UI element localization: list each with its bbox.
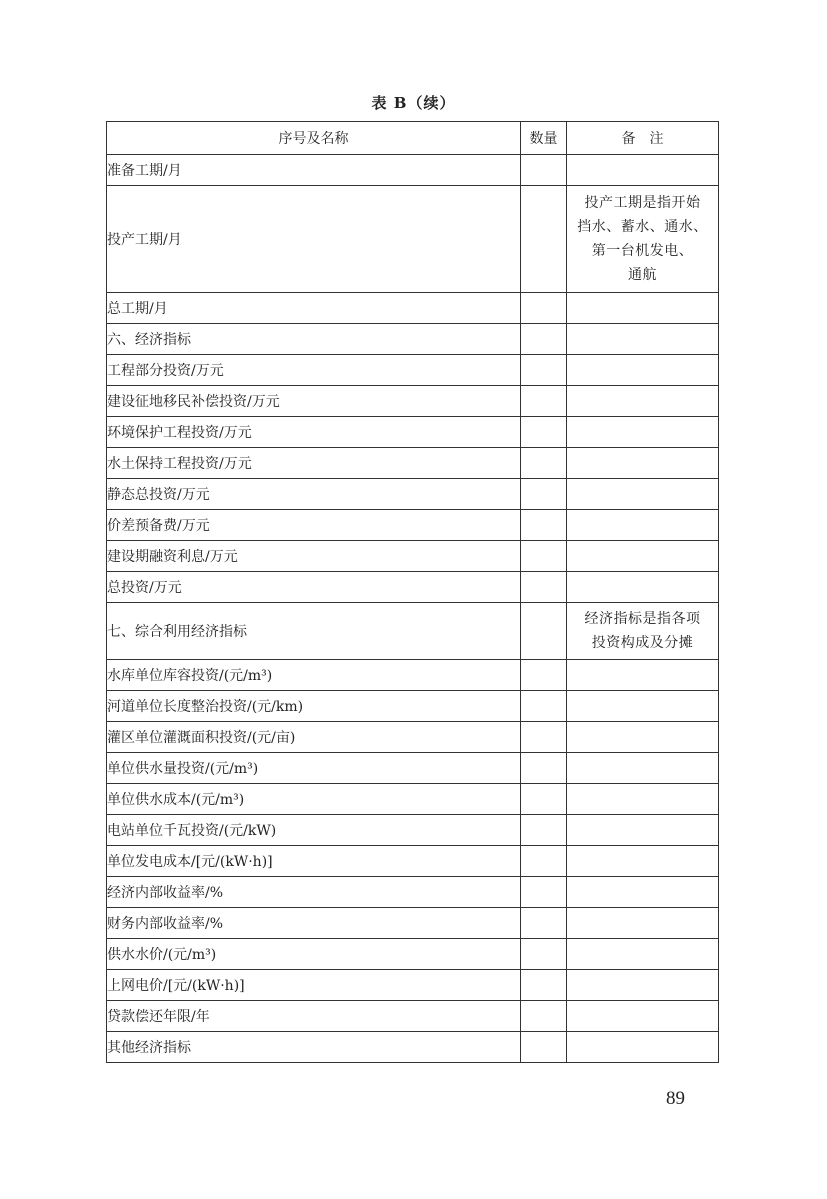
row-remarks: [567, 417, 719, 448]
row-remarks: [567, 186, 719, 293]
row-quantity: [521, 417, 567, 448]
row-remarks: [567, 448, 719, 479]
remark-line: 经济指标是指各项: [584, 611, 701, 627]
row-name: 总工期/月: [107, 293, 521, 324]
table-row: [107, 660, 719, 691]
table-row: [107, 722, 719, 753]
row-remarks: [567, 572, 719, 603]
row-name: 贷款偿还年限/年: [107, 1001, 521, 1032]
row-remarks: [567, 324, 719, 355]
row-name: 六、经济指标: [107, 324, 521, 355]
row-quantity: [521, 1001, 567, 1032]
row-remarks: [567, 753, 719, 784]
row-quantity: [521, 155, 567, 186]
row-remarks: [567, 722, 719, 753]
row-quantity: [521, 908, 567, 939]
row-remarks: [567, 877, 719, 908]
table-row: [107, 691, 719, 722]
row-name: 上网电价/[元/(kW·h)]: [107, 970, 521, 1001]
table-row: [107, 510, 719, 541]
header-name: 序号及名称: [107, 122, 521, 155]
row-remarks: [567, 510, 719, 541]
table-row: [107, 479, 719, 510]
row-quantity: [521, 186, 567, 293]
row-name: 单位供水量投资/(元/m³): [107, 753, 521, 784]
row-remarks: [567, 846, 719, 877]
header-quantity: 数量: [521, 122, 567, 155]
row-remarks: [567, 479, 719, 510]
table-row: [107, 155, 719, 186]
row-quantity: [521, 510, 567, 541]
row-remarks: [567, 1001, 719, 1032]
row-quantity: [521, 324, 567, 355]
table-row: [107, 541, 719, 572]
table-row: [107, 908, 719, 939]
row-remarks: [567, 541, 719, 572]
row-name: 价差预备费/万元: [107, 510, 521, 541]
row-quantity: [521, 293, 567, 324]
row-remarks: [567, 939, 719, 970]
row-name: 准备工期/月: [107, 155, 521, 186]
row-quantity: [521, 846, 567, 877]
header-remarks: 备 注: [567, 122, 719, 155]
page-number: 89: [666, 1088, 685, 1109]
table-row: [107, 970, 719, 1001]
row-quantity: [521, 753, 567, 784]
table-title: 表 B（续）: [371, 94, 456, 112]
row-name: 环境保护工程投资/万元: [107, 417, 521, 448]
row-name: 供水水价/(元/m³): [107, 939, 521, 970]
row-name: 财务内部收益率/%: [107, 908, 521, 939]
row-quantity: [521, 572, 567, 603]
table-row: [107, 603, 719, 660]
table-row: [107, 753, 719, 784]
row-name: 静态总投资/万元: [107, 479, 521, 510]
row-quantity: [521, 386, 567, 417]
table-row: [107, 417, 719, 448]
row-quantity: [521, 355, 567, 386]
row-name: 单位发电成本/[元/(kW·h)]: [107, 846, 521, 877]
table-row: [107, 784, 719, 815]
remark-line: 挡水、蓄水、通水、: [577, 219, 708, 235]
row-quantity: [521, 1032, 567, 1063]
table-row: [107, 939, 719, 970]
table-row: [107, 293, 719, 324]
remark-line: 通航: [628, 267, 657, 283]
table-row: [107, 572, 719, 603]
row-name: 水土保持工程投资/万元: [107, 448, 521, 479]
row-remarks: [567, 970, 719, 1001]
row-name: 总投资/万元: [107, 572, 521, 603]
row-name: 水库单位库容投资/(元/m³): [107, 660, 521, 691]
row-name: 工程部分投资/万元: [107, 355, 521, 386]
row-remarks: [567, 355, 719, 386]
row-remarks: [567, 691, 719, 722]
row-name: 其他经济指标: [107, 1032, 521, 1063]
row-name: 单位供水成本/(元/m³): [107, 784, 521, 815]
row-remarks: [567, 603, 719, 660]
row-quantity: [521, 784, 567, 815]
table-row: [107, 846, 719, 877]
row-name: 灌区单位灌溉面积投资/(元/亩): [107, 722, 521, 753]
table-row: [107, 386, 719, 417]
row-name: 投产工期/月: [107, 186, 521, 293]
table-row: [107, 186, 719, 293]
row-remarks: [567, 660, 719, 691]
row-name: 电站单位千瓦投资/(元/kW): [107, 815, 521, 846]
row-quantity: [521, 970, 567, 1001]
table-row: [107, 324, 719, 355]
row-remarks: [567, 293, 719, 324]
row-quantity: [521, 660, 567, 691]
remark-line: 投资构成及分摊: [591, 635, 694, 651]
table-header-row: [107, 122, 719, 155]
table-row: [107, 355, 719, 386]
row-quantity: [521, 603, 567, 660]
row-quantity: [521, 722, 567, 753]
row-name: 建设期融资利息/万元: [107, 541, 521, 572]
row-name: 河道单位长度整治投资/(元/km): [107, 691, 521, 722]
row-name: 七、综合利用经济指标: [107, 603, 521, 660]
remark-line: 投产工期是指开始: [584, 195, 701, 211]
row-remarks: [567, 155, 719, 186]
row-remarks: [567, 908, 719, 939]
indicator-table: [106, 121, 719, 1063]
row-remarks: [567, 784, 719, 815]
row-quantity: [521, 479, 567, 510]
table-row: [107, 448, 719, 479]
row-quantity: [521, 939, 567, 970]
row-remarks: [567, 386, 719, 417]
table-row: [107, 815, 719, 846]
row-quantity: [521, 877, 567, 908]
row-quantity: [521, 691, 567, 722]
table-row: [107, 1032, 719, 1063]
row-name: 经济内部收益率/%: [107, 877, 521, 908]
row-quantity: [521, 448, 567, 479]
row-quantity: [521, 815, 567, 846]
row-remarks: [567, 1032, 719, 1063]
row-quantity: [521, 541, 567, 572]
table-row: [107, 877, 719, 908]
table-row: [107, 1001, 719, 1032]
row-name: 建设征地移民补偿投资/万元: [107, 386, 521, 417]
row-remarks: [567, 815, 719, 846]
remark-line: 第一台机发电、: [591, 243, 694, 259]
